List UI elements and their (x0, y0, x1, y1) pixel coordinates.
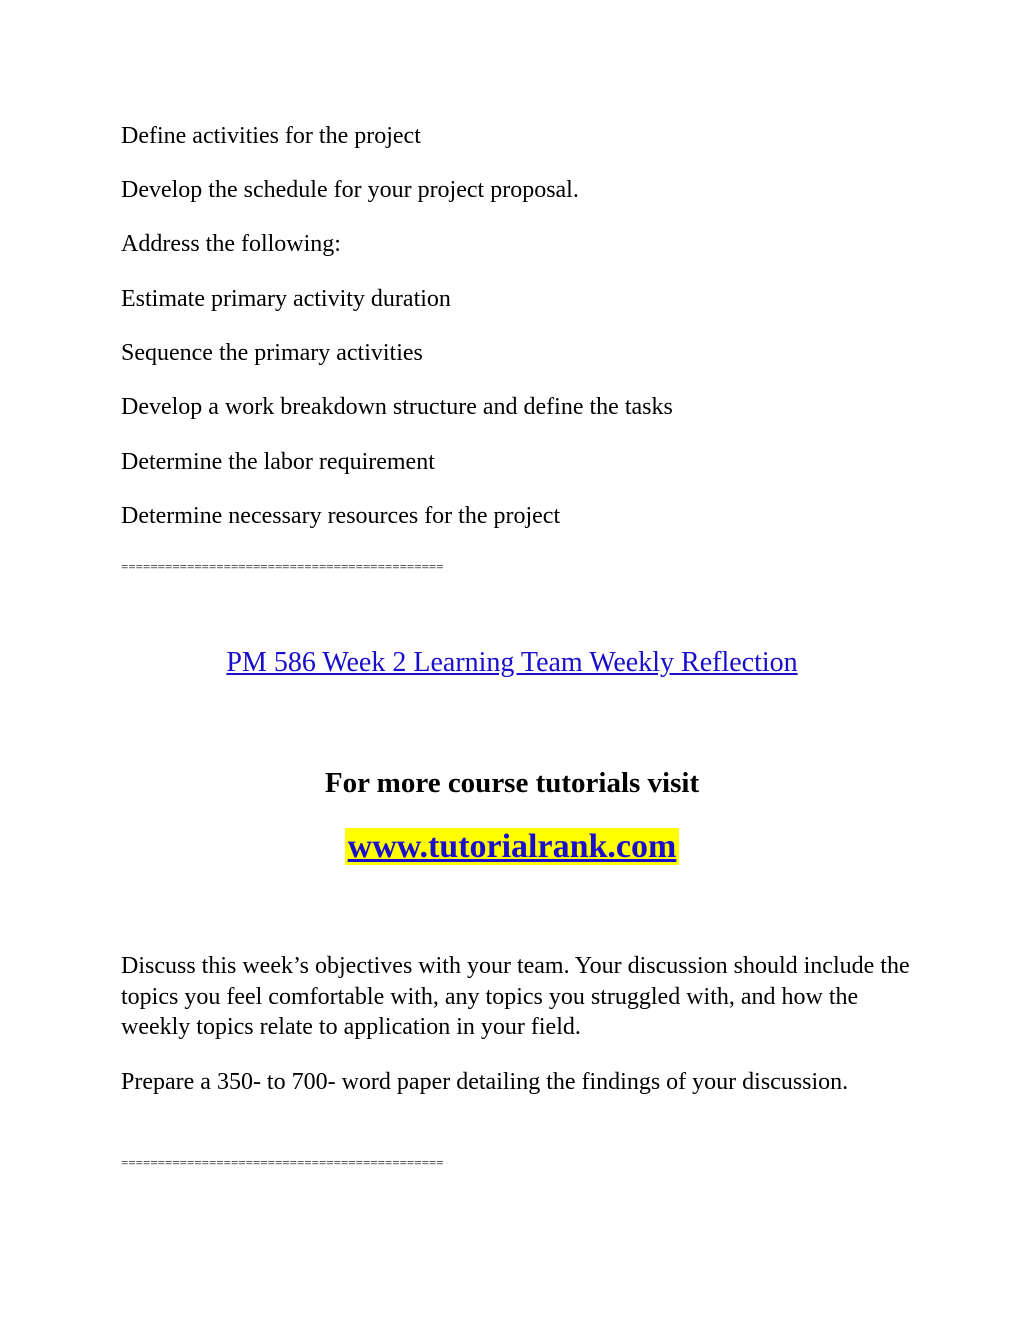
item-necessary-resources: Determine necessary resources for the project (121, 503, 561, 529)
item-labor-requirement: Determine the labor requirement (121, 449, 435, 475)
item-address-following: Address the following: (121, 231, 341, 257)
promo-text: For more course tutorials visit (324, 767, 700, 799)
item-develop-schedule: Develop the schedule for your project proposal. (121, 177, 579, 203)
promo-site-link[interactable]: www.tutorialrank.com (345, 828, 680, 865)
separator-bottom: ============================================ (121, 1155, 444, 1170)
item-work-breakdown: Develop a work breakdown structure and define the tasks (121, 394, 673, 420)
section-title-link[interactable]: PM 586 Week 2 Learning Team Weekly Reflection (226, 647, 798, 678)
promo-site-wrapper (0, 826, 1024, 868)
item-define-activities: Define activities for the project (121, 123, 421, 149)
separator-top: ============================================ (121, 559, 444, 574)
paragraph-paper: Prepare a 350- to 700- word paper detailing the findings of your discussion. (121, 1069, 849, 1095)
paragraph-discussion: Discuss this week’s objectives with your team. Your discussion should include the topics you feel comfortable with, any topics you struggled with, and how the weekly topics relate to application in your field. (121, 953, 910, 1040)
item-sequence-activities: Sequence the primary activities (121, 340, 423, 366)
item-estimate-duration: Estimate primary activity duration (121, 286, 451, 312)
